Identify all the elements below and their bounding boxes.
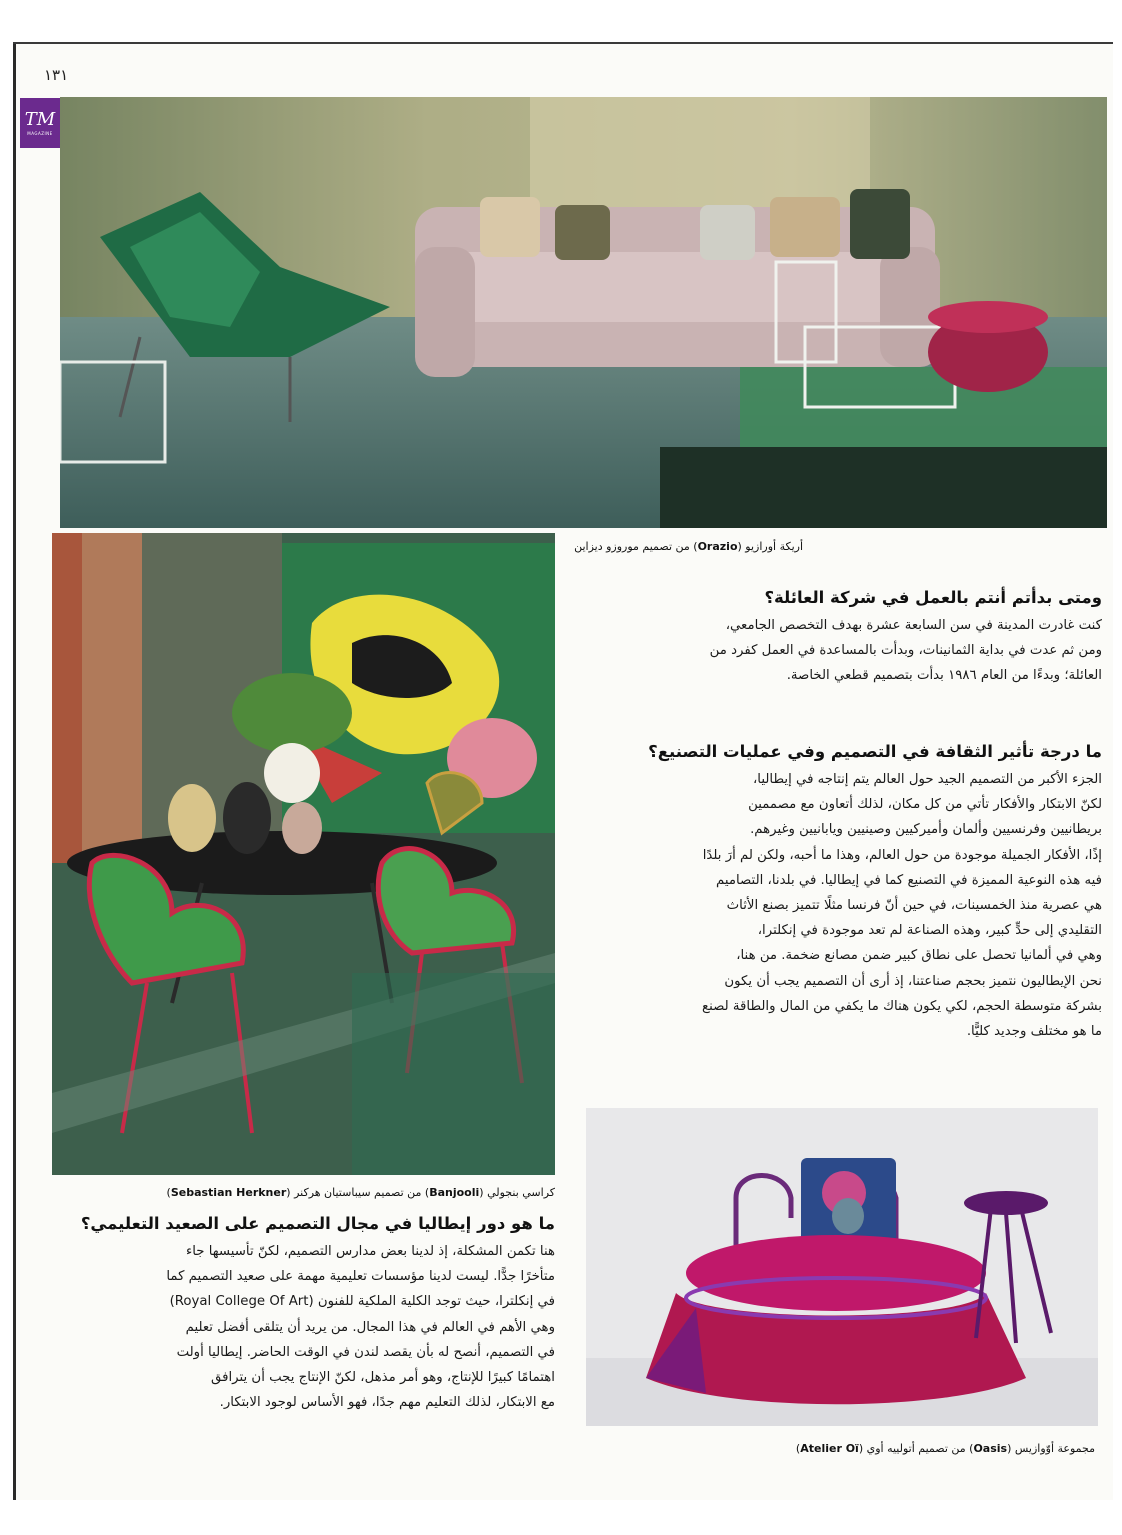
caption-text: أريكة أورازيو ( <box>737 540 803 553</box>
caption-text: ) من تصميم أتولييه أوي ( <box>858 1442 974 1455</box>
sofa-caption <box>574 540 803 553</box>
sofa-photo <box>60 97 1107 528</box>
product-name: Oasis <box>973 1442 1008 1455</box>
paragraph-line: وهي الأهم في العالم في هذا المجال. من يريد أن يتلقى أفضل تعليم <box>185 1319 555 1335</box>
paragraph-line: كنت غادرت المدينة في سن السابعة عشرة بهدف التخصص الجامعي، <box>725 618 1102 633</box>
caption-text: ) <box>166 1186 171 1199</box>
paragraph-line: الجزء الأكبر من التصميم الجيد حول العالم يتم إنتاجه في إيطاليا، <box>753 772 1102 787</box>
paragraph-line: لكنّ الابتكار والأفكار تأتي من كل مكان، لذلك أتعاون مع مصممين <box>748 797 1102 813</box>
oasis-caption <box>796 1442 1095 1455</box>
paragraph-line: ما هو مختلف وجديد كليًّا. <box>966 1024 1102 1040</box>
product-name: Banjooli <box>429 1186 480 1199</box>
caption-text: ) من تصميم سيباستيان هركنر ( <box>286 1186 430 1199</box>
paragraph-line: وهي في ألمانيا تحصل على نطاق كبير ضمن مصانع ضخمة. من هنا، <box>736 948 1102 964</box>
caption-text: ) <box>795 1442 801 1455</box>
caption-text: مجموعة أوّوازيس ( <box>1007 1442 1095 1455</box>
product-name: Orazio <box>697 540 738 553</box>
designer-name: Sebastian Herkner <box>170 1186 287 1199</box>
paragraph-line: متأخرًا جدًّا. ليست لدينا مؤسسات تعليمية مهمة على صعيد التصميم كما <box>166 1269 555 1285</box>
oasis-photo <box>586 1108 1098 1426</box>
designer-name: Atelier Oï <box>800 1442 859 1455</box>
paragraph-line: اهتمامًا كبيرًا للإنتاج، وهو أمر مذهل، لكنّ الإنتاج يجب أن يترافق <box>211 1370 555 1386</box>
paragraph-line: إذًا، الأفكار الجميلة موجودة من حول العالم، وهذا ما أحبه، ولكن لم أرَ بلدًا <box>702 847 1102 863</box>
section-question: ومتى بدأتم أنتم بالعمل في شركة العائلة؟ <box>764 588 1102 607</box>
paragraph-line: بشركة متوسطة الحجم، لكي يكون هناك ما يكفي من المال والطاقة لصنع <box>702 998 1102 1014</box>
paragraph-line: العائلة؛ وبدءًا من العام ١٩٨٦ بدأت بتصميم قطعي الخاصة. <box>786 668 1102 684</box>
paragraph-line: نحن الإيطاليون نتميز بحجم صناعتنا، إذ أرى أن التصميم يجب أن يكون <box>724 973 1102 989</box>
paragraph-line: بريطانيين وفرنسيين وألمان وأميركيين وصينيين ويابانيين وغيرهم. <box>750 822 1102 838</box>
paragraph-line: في التصميم، أنصح له بأن يقصد لندن في الوقت الحاضر. إيطاليا أولت <box>176 1344 555 1360</box>
caption-text: ) من تصميم موروزو ديزاين <box>574 540 698 553</box>
section-question: ما هو دور إيطاليا في مجال التصميم على الصعيد التعليمي؟ <box>80 1214 555 1233</box>
paragraph-line: هنا تكمن المشكلة، إذ لدينا بعض مدارس التصميم، لكنّ تأسيسها جاء <box>185 1244 555 1259</box>
paragraph-line: مع الابتكار، لذلك التعليم مهم جدًا، فهو الأساس لوجود الابتكار. <box>219 1395 555 1411</box>
education-section <box>45 1214 555 1415</box>
family-section <box>577 588 1102 689</box>
logo-subtext: MAGAZINE <box>27 130 53 136</box>
section-question: ما درجة تأثير الثقافة في التصميم وفي عمليات التصنيع؟ <box>648 742 1102 761</box>
paragraph-line: ومن ثم عدت في بداية الثمانينات، وبدأت بالمساعدة في العمل كفرد من <box>709 643 1102 659</box>
page-edge <box>13 42 16 1500</box>
page-number: ١٣١ <box>44 66 69 84</box>
page-edge-top <box>13 42 1113 44</box>
caption-text: كراسي بنجولي ( <box>479 1186 555 1199</box>
paragraph-line: هي عصرية منذ الخمسينات، في حين أنّ فرنسا مثلًا تتميز بصنع الأثاث <box>726 898 1102 914</box>
paragraph-line: التقليدي إلى حدٍّ كبير، وهذه الصناعة لم تعد موجودة في إنكلترا، <box>757 923 1102 939</box>
magazine-logo <box>20 98 60 148</box>
paragraph-line: في إنكلترا، حيث توجد الكلية الملكية للفنون (Royal College Of Art) <box>169 1294 555 1310</box>
culture-section <box>577 742 1102 1044</box>
logo-text: TM <box>24 108 56 130</box>
chairs-photo <box>52 533 555 1175</box>
paragraph-line: فيه هذه النوعية المميزة في التصنيع كما في إيطاليا. في بلدنا، التصاميم <box>715 872 1102 888</box>
chairs-caption <box>167 1186 555 1199</box>
